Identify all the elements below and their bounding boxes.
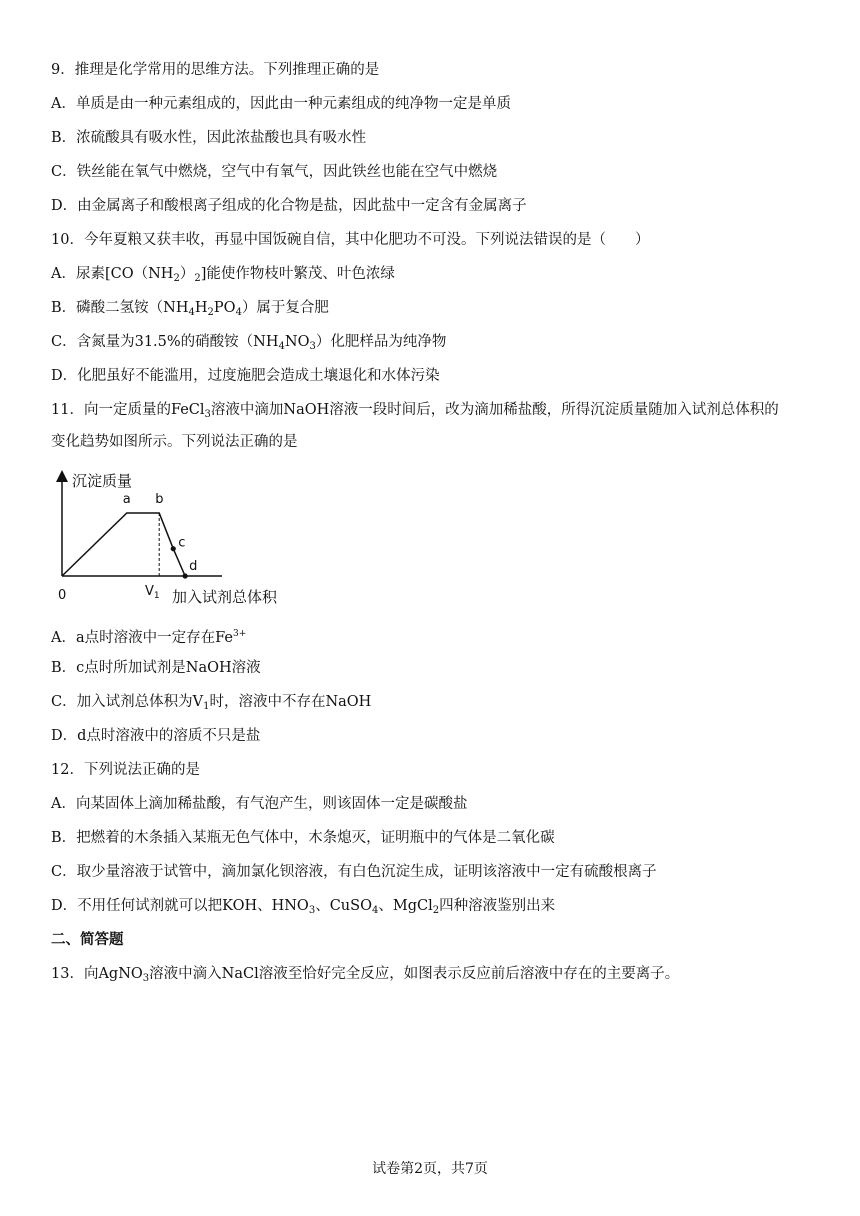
q12-option-d: D．不用任何试剂就可以把KOH、$HNO_3$、CuSO$_4$、MgCl$_2$四种溶液鉴别出来 [51, 898, 556, 916]
point-d-label: d [189, 559, 198, 574]
q9-option-a: A．单质是由一种元素组成的，因此由一种元素组成的纯净物一定是单质 [51, 96, 511, 112]
q10-option-c: C．含氮量为31.5%的硝酸铵$(NH_4NO_3)$化肥样品为纯净物 [51, 334, 447, 352]
precipitate-mass-graph [52, 466, 302, 616]
y-axis-label: 沉淀质量 [72, 472, 133, 490]
section-heading: 二、简答题 [51, 931, 124, 948]
point-b-label: b [155, 492, 164, 507]
q11-option-d: D．d点时溶液中的溶质不只是盐 [51, 728, 261, 744]
q13-stem: 13．向AgNO$_3$溶液中滴入NaCl溶液至恰好完全反应，如图表示反应前后溶液中存在的主要离子。 [51, 966, 680, 984]
q10-option-b: B．磷酸二氢铵$(NH_4H_2PO_4)$属于复合肥 [51, 300, 329, 318]
q11-option-a: A．a点时溶液中一定存在$Fe^{3+}$ [51, 629, 247, 646]
q9-option-b: B．浓硫酸具有吸水性，因此浓盐酸也具有吸水性 [51, 130, 367, 146]
q10-option-a: A．尿素$[CO(NH_2)_2]$能使作物枝叶繁茂、叶色浓绿 [51, 266, 395, 284]
q11-stem-line2: 变化趋势如图所示。下列说法正确的是 [51, 434, 298, 450]
v1-label: $V_1$ [145, 584, 160, 601]
point-c-label: c [178, 535, 186, 551]
q9-option-c: C．铁丝能在氧气中燃烧，空气中有氧气，因此铁丝也能在空气中燃烧 [51, 164, 498, 180]
q12-option-b: B．把燃着的木条插入某瓶无色气体中，木条熄灭，证明瓶中的气体是二氧化碳 [51, 830, 555, 846]
q12-option-a: A．向某固体上滴加稀盐酸，有气泡产生，则该固体一定是碳酸盐 [51, 796, 468, 812]
q9-stem: 9．推理是化学常用的思维方法。下列推理正确的是 [51, 62, 380, 78]
q12-option-c: C．取少量溶液于试管中，滴加氯化钡溶液，有白色沉淀生成，证明该溶液中一定有硫酸根离子 [51, 864, 657, 880]
x-axis-label: 加入试剂总体积 [172, 588, 278, 606]
origin-label: 0 [58, 588, 67, 603]
point-c-marker [171, 546, 176, 551]
precipitate-curve [62, 513, 185, 576]
q12-stem: 12．下列说法正确的是 [51, 762, 200, 778]
page-footer: 试卷第2页，共7页 [372, 1161, 488, 1177]
q11-stem-line1: 11．向一定质量的FeCl$_3$溶液中滴加NaOH溶液一段时间后，改为滴加稀盐酸，所得沉淀质量随加入试剂总体积的 [51, 402, 779, 420]
point-d-marker [183, 573, 188, 578]
q9-option-d: D．由金属离子和酸根离子组成的化合物是盐，因此盐中一定含有金属离子 [51, 198, 527, 214]
q11-option-c: C．加入试剂总体积为$V_1$时，溶液中不存在NaOH [51, 694, 372, 712]
point-a-label: a [122, 492, 131, 507]
q10-stem: 10．今年夏粮又获丰收，再显中国饭碗自信，其中化肥功不可没。下列说法错误的是（ ） [51, 232, 650, 248]
q10-option-d: D．化肥虽好不能滥用，过度施肥会造成土壤退化和水体污染 [51, 368, 440, 384]
q11-option-b: B．c点时所加试剂是NaOH溶液 [51, 660, 261, 676]
